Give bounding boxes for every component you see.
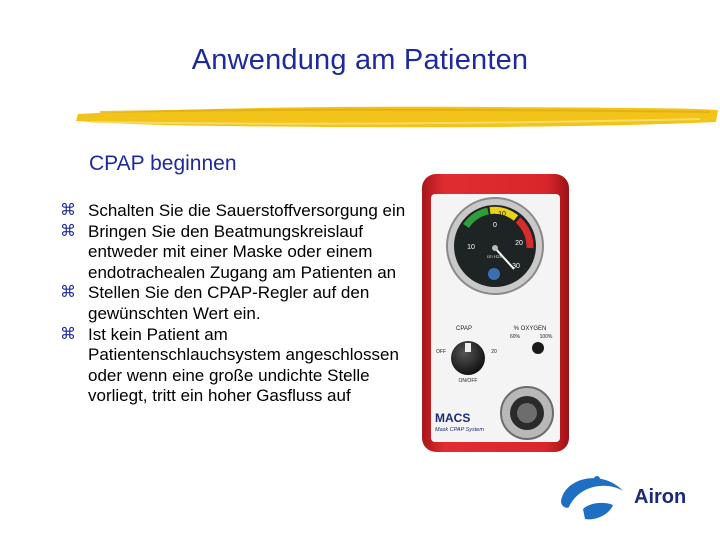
oxygen-100-label: 100% <box>539 334 553 340</box>
oxygen-60-label: 60% <box>509 334 521 340</box>
list-item <box>60 201 410 222</box>
bullet-command-icon: ⌘ <box>60 222 76 240</box>
oxygen-label: % OXYGEN <box>513 326 547 332</box>
list-item <box>60 283 410 324</box>
slide-title: Anwendung am Patienten <box>191 44 529 76</box>
gauge-tick-label: 10 <box>498 211 506 218</box>
bullet-command-icon: ⌘ <box>60 284 76 302</box>
list-item <box>60 325 410 407</box>
bullet-command-icon: ⌘ <box>60 202 76 219</box>
yellow-brush-underline <box>70 100 720 134</box>
off-label: OFF <box>436 349 446 355</box>
bullet-text: Schalten Sie die Sauerstoffversorgung ein <box>88 201 406 220</box>
oxygen-indicator <box>532 342 544 354</box>
max-20-label: 20 <box>491 349 497 355</box>
bullet-list <box>60 201 410 407</box>
list-item <box>60 222 410 284</box>
gauge-tick-label: 20 <box>515 240 523 247</box>
bullet-text: Stellen Sie den CPAP-Regler auf den gewünschten Wert ein. <box>88 283 370 323</box>
bullet-text: Ist kein Patient am Patientenschlauchsystem angeschlossen oder wenn eine große undichte Stelle vorliegt, tritt ein hoher Gasfluss auf <box>88 324 399 406</box>
on-off-label: ON/OFF <box>458 378 478 384</box>
device-model: Mask CPAP System <box>435 427 484 433</box>
gauge-tick-label: 30 <box>512 263 520 270</box>
cpap-device-illustration <box>418 170 573 455</box>
bullet-text: Bringen Sie den Beatmungskreislauf entweder mit einer Maske oder einem endotrachealen Zugang am Patienten an <box>88 221 397 282</box>
airon-logo-text: Airon <box>634 486 687 508</box>
device-brand: MACS <box>435 411 471 425</box>
gauge-tick-label: 10 <box>467 244 475 251</box>
gauge-unit-label: cm H2O <box>486 254 504 259</box>
cpap-label: CPAP <box>456 326 472 332</box>
slide-subtitle: CPAP beginnen <box>89 152 237 175</box>
gauge-tick-label: 0 <box>493 222 497 229</box>
bullet-command-icon: ⌘ <box>60 325 76 343</box>
